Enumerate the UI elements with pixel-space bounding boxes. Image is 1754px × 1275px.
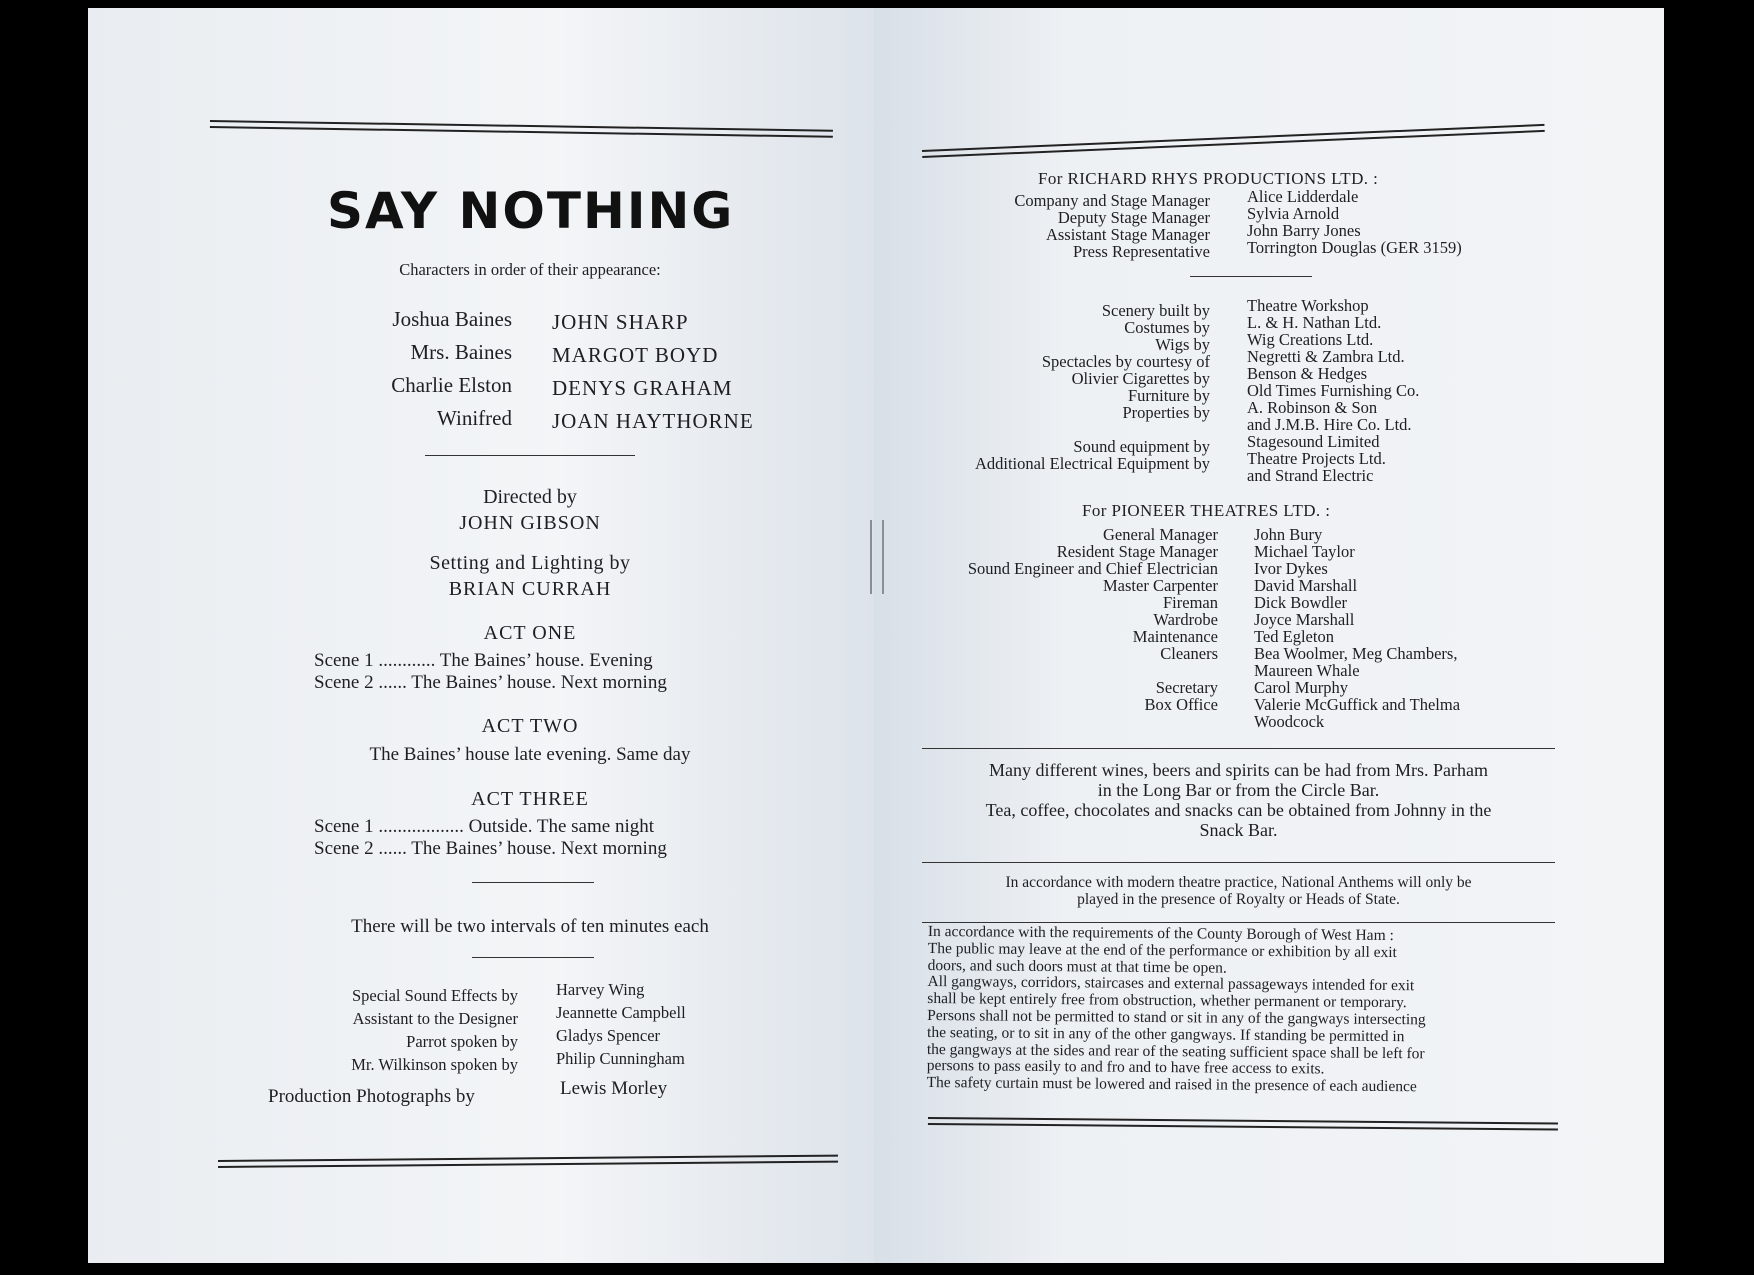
supplier-name: L. & H. Nathan Ltd. (1247, 313, 1382, 332)
directed-by-label: Directed by (483, 486, 577, 508)
staff-name: Sylvia Arnold (1247, 204, 1340, 223)
supplier-label: Additional Electrical Equipment by (974, 454, 1210, 473)
notice-line: Many different wines, beers and spirits can be had from Mrs. Parham (988, 760, 1489, 780)
staff-role: Secretary (1155, 678, 1218, 697)
divider-rhys (1190, 276, 1312, 277)
staff-name: Alice Lidderdale (1247, 187, 1359, 206)
supplier-name: and Strand Electric (1247, 466, 1374, 485)
legal-line: the gangways at the sides and rear of the seating sufficient space shall be left for (926, 1040, 1425, 1062)
rhys-names (1247, 188, 1462, 256)
legal-line: shall be kept entirely free from obstruction, whether permanent or temporary. (927, 990, 1407, 1012)
staff-name: Dick Bowdler (1254, 593, 1348, 612)
credit-name: Gladys Spencer (556, 1026, 661, 1045)
legal-line: the seating, or to sit in any of the other gangways. If standing be permitted in (926, 1023, 1405, 1045)
act-three-heading: ACT THREE (471, 788, 589, 810)
staff-name: Bea Woolmer, Meg Chambers, (1254, 644, 1458, 663)
notice-line: Tea, coffee, chocolates and snacks can be obtained from Johnny in the (985, 800, 1492, 820)
act-three-scenes (314, 816, 667, 860)
staff-role: Cleaners (1160, 644, 1218, 663)
cast-role: Mrs. Baines (410, 340, 512, 364)
staff-name: Valerie McGuffick and Thelma (1254, 695, 1461, 714)
divider-bar-top (922, 748, 1555, 749)
credit-label: Special Sound Effects by (351, 986, 518, 1005)
supplier-name: Benson & Hedges (1247, 364, 1368, 383)
legal-line: persons to pass easily to and fro and to have free access to exits. (926, 1057, 1325, 1078)
scene-line: Scene 1 .................. Outside. The same night (314, 816, 655, 837)
staple-binding (870, 520, 884, 594)
setting-label: Setting and Lighting by (429, 552, 631, 574)
staff-role: Sound Engineer and Chief Electrician (967, 559, 1218, 578)
legal-line: In accordance with the requirements of the County Borough of West Ham : (927, 923, 1394, 945)
legal-notice (927, 924, 1553, 1097)
supplier-label: Sound equipment by (1073, 437, 1210, 456)
act-two-text: The Baines’ house late evening. Same day (369, 744, 691, 765)
supplier-label: Scenery built by (1101, 301, 1210, 320)
scene-line: Scene 2 ...... The Baines’ house. Next morning (314, 838, 667, 859)
cast-role: Joshua Baines (392, 307, 512, 331)
director-name: JOHN GIBSON (459, 512, 601, 534)
act-one-scenes (314, 650, 667, 694)
staff-role: Deputy Stage Manager (1057, 208, 1210, 227)
divider-cast (425, 455, 635, 456)
notice-line: played in the presence of Royalty or Heads of State. (1077, 891, 1400, 908)
notice-line: In accordance with modern theatre practice, National Anthems will only be (1005, 874, 1472, 891)
supplier-name: A. Robinson & Son (1247, 398, 1378, 417)
extra-credit-labels (300, 984, 518, 1076)
staff-name: Woodcock (1254, 712, 1325, 731)
staff-role: Wardrobe (1153, 610, 1218, 629)
staff-name: John Bury (1254, 525, 1323, 544)
pioneer-roles (900, 526, 1218, 713)
intervals-notice: There will be two intervals of ten minutes each (351, 916, 709, 937)
pioneer-heading: For PIONEER THEATRES LTD. : (1082, 501, 1331, 520)
supplier-name: Wig Creations Ltd. (1247, 330, 1374, 349)
act-one-heading: ACT ONE (483, 622, 577, 644)
staff-role: Resident Stage Manager (1056, 542, 1218, 561)
supplier-name: Old Times Furnishing Co. (1247, 381, 1420, 400)
legal-line: The safety curtain must be lowered and raised in the presence of each audience (926, 1074, 1417, 1096)
staff-role: Maintenance (1132, 627, 1218, 646)
credit-name: Jeannette Campbell (556, 1003, 686, 1022)
rhys-roles (900, 192, 1210, 260)
staff-role: Press Representative (1072, 242, 1210, 261)
play-title: SAY NOTHING (327, 182, 735, 240)
supplier-name: and J.M.B. Hire Co. Ltd. (1247, 415, 1412, 434)
characters-heading: Characters in order of their appearance: (399, 260, 661, 279)
staff-role: Assistant Stage Manager (1045, 225, 1210, 244)
staff-role: Master Carpenter (1103, 576, 1218, 595)
legal-line: Persons shall not be permitted to stand or sit in any of the gangways intersecting (927, 1006, 1426, 1029)
cast-actors (552, 306, 754, 438)
scene-line: Scene 2 ...... The Baines’ house. Next morning (314, 672, 667, 693)
cast-actor: JOHN SHARP (552, 310, 689, 334)
supplier-name: Stagesound Limited (1247, 432, 1380, 451)
credit-name: Philip Cunningham (556, 1049, 685, 1068)
notice-line: in the Long Bar or from the Circle Bar. (1097, 780, 1380, 800)
legal-line: The public may leave at the end of the performance or exhibition by all exit (927, 939, 1397, 961)
supplier-names (1247, 297, 1419, 484)
divider-anthem-top (922, 862, 1555, 863)
cast-roles (330, 303, 512, 435)
divider-intervals (472, 957, 594, 958)
photographer-name: Lewis Morley (560, 1078, 668, 1099)
cast-actor: JOAN HAYTHORNE (552, 409, 754, 433)
act-two-heading: ACT TWO (481, 715, 579, 737)
supplier-name: Theatre Projects Ltd. (1247, 449, 1386, 468)
credit-label: Mr. Wilkinson spoken by (351, 1055, 518, 1074)
supplier-labels (880, 302, 1210, 472)
photographs-label: Production Photographs by (268, 1086, 475, 1107)
staff-role: Company and Stage Manager (1014, 191, 1210, 210)
supplier-label: Properties by (1122, 403, 1210, 422)
supplier-label: Costumes by (1124, 318, 1210, 337)
scene-line: Scene 1 ............ The Baines’ house. Evening (314, 650, 653, 671)
supplier-label: Furniture by (1127, 386, 1210, 405)
supplier-label: Olivier Cigarettes by (1071, 369, 1210, 388)
cast-actor: DENYS GRAHAM (552, 376, 733, 400)
pioneer-names (1254, 526, 1460, 730)
staff-name: Carol Murphy (1254, 678, 1348, 697)
staff-role: General Manager (1103, 525, 1218, 544)
extra-credit-names (556, 978, 686, 1070)
staff-role (900, 662, 1218, 679)
credit-name: Harvey Wing (556, 980, 645, 999)
cast-role: Charlie Elston (391, 373, 512, 397)
supplier-label: Wigs by (1155, 335, 1210, 354)
staff-role: Box Office (1144, 695, 1218, 714)
supplier-name: Theatre Workshop (1247, 296, 1369, 315)
staff-name: Ted Egleton (1254, 627, 1334, 646)
supplier-label (880, 421, 1210, 438)
setting-designer: BRIAN CURRAH (448, 578, 612, 600)
supplier-name: Negretti & Zambra Ltd. (1247, 347, 1405, 366)
credit-label: Parrot spoken by (406, 1032, 518, 1051)
staff-name: David Marshall (1254, 576, 1358, 595)
rhys-heading: For RICHARD RHYS PRODUCTIONS LTD. : (1038, 169, 1379, 188)
staff-name: Michael Taylor (1254, 542, 1355, 561)
staff-name: Torrington Douglas (GER 3159) (1247, 238, 1462, 257)
staff-name: John Barry Jones (1247, 221, 1361, 240)
anthem-notice (922, 874, 1555, 908)
cast-role: Winifred (437, 406, 512, 430)
divider-acts (472, 882, 594, 883)
legal-line: doors, and such doors must at that time be open. (927, 956, 1227, 977)
cast-actor: MARGOT BOYD (552, 343, 719, 367)
credit-label: Assistant to the Designer (352, 1009, 518, 1028)
notice-line: Snack Bar. (1199, 820, 1278, 840)
staff-role: Fireman (1163, 593, 1218, 612)
legal-line: All gangways, corridors, staircases and external passageways intended for exit (927, 973, 1415, 995)
supplier-label: Spectacles by courtesy of (1041, 352, 1210, 371)
staff-name: Ivor Dykes (1254, 559, 1328, 578)
bar-notice (922, 760, 1555, 840)
staff-name: Maureen Whale (1254, 661, 1360, 680)
staff-name: Joyce Marshall (1254, 610, 1355, 629)
